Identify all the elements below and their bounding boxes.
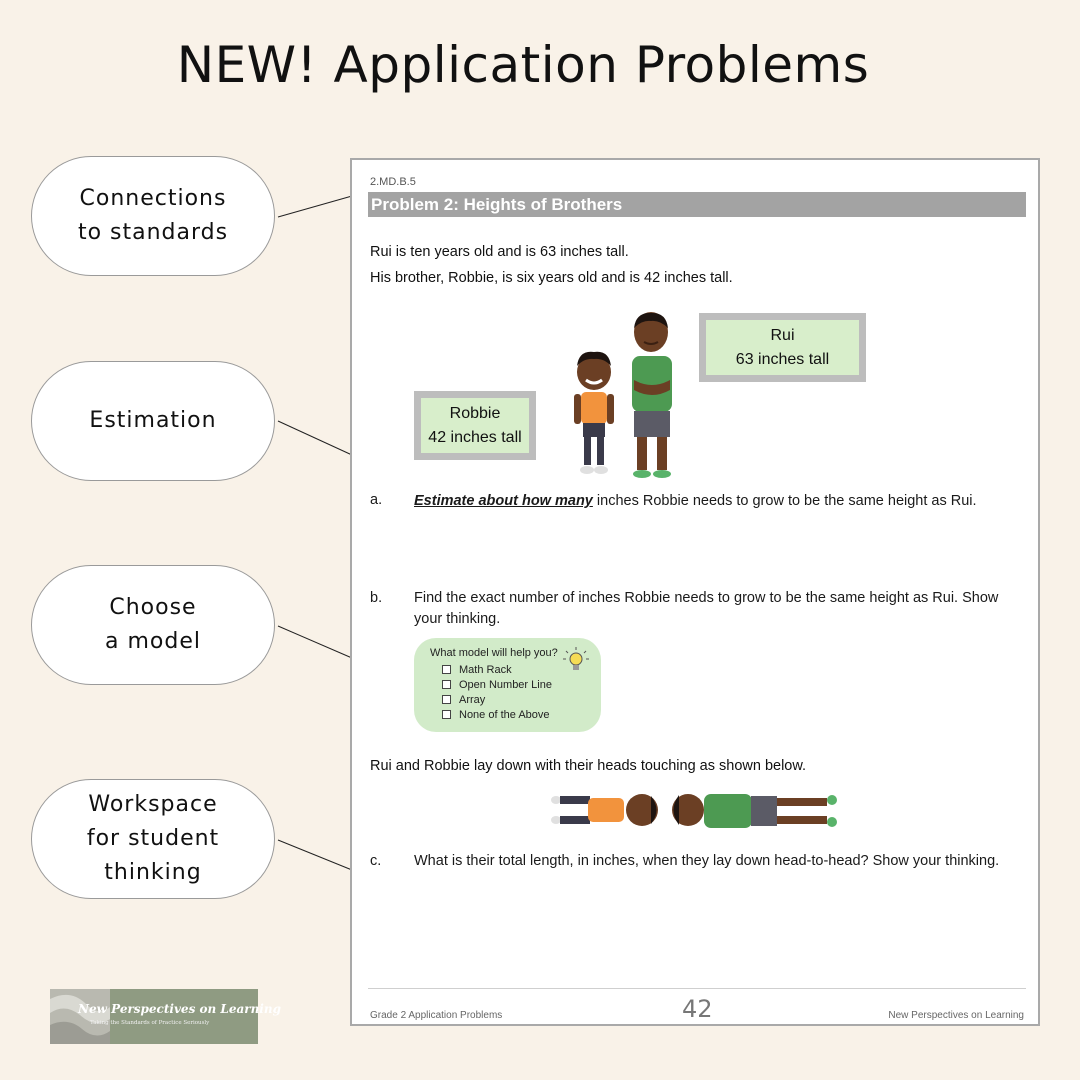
- logo-tagline: Taking the Standards of Practice Seriously: [90, 1020, 210, 1026]
- question-a-letter: a.: [370, 492, 383, 508]
- callout-estimation: Estimation: [31, 361, 275, 481]
- robbie-lying: [551, 794, 658, 826]
- intro-line-2: His brother, Robbie, is six years old and is 42 inches tall.: [370, 270, 733, 286]
- model-option-number-line[interactable]: [442, 677, 601, 692]
- robbie-figure: [574, 352, 614, 474]
- checkbox[interactable]: [442, 710, 451, 719]
- page-number: 42: [682, 995, 713, 1023]
- option-label: Open Number Line: [459, 678, 552, 691]
- model-option-array[interactable]: [442, 692, 601, 707]
- option-label: Array: [459, 693, 486, 706]
- brand-logo: [50, 989, 281, 1044]
- estimate-emphasis: Estimate about how many: [414, 493, 593, 509]
- rui-name: Rui: [770, 326, 795, 344]
- standard-code: 2.MD.B.5: [370, 176, 416, 188]
- lay-down-text: Rui and Robbie lay down with their heads touching as shown below.: [370, 758, 807, 774]
- footer-divider: [368, 988, 1026, 989]
- callout-workspace: Workspace for student thinking: [31, 779, 275, 899]
- rui-label-box: [699, 313, 866, 382]
- question-a-text: [414, 491, 1014, 512]
- question-c-text: What is their total length, in inches, when they lay down head-to-head? Show your thinking.: [414, 853, 1000, 869]
- robbie-name: Robbie: [449, 404, 501, 422]
- page-headline: NEW! Application Problems: [176, 36, 870, 94]
- model-option-none[interactable]: [442, 707, 601, 722]
- option-label: Math Rack: [459, 663, 512, 676]
- logo-swirl-graphic: [50, 989, 110, 1044]
- robbie-label-box: [414, 391, 536, 460]
- footer-left-text: Grade 2 Application Problems: [370, 1010, 503, 1021]
- standing-brothers-illustration: [564, 310, 694, 482]
- question-c-letter: c.: [370, 853, 382, 869]
- callout-standards: Connections to standards: [31, 156, 275, 276]
- logo-name: New Perspectives on Learning: [78, 1002, 281, 1016]
- model-choice-box: [414, 638, 601, 732]
- question-b-text: Find the exact number of inches Robbie needs to grow to be the same height as Rui. Show your thinking.: [414, 590, 999, 627]
- checkbox[interactable]: [442, 665, 451, 674]
- checkbox[interactable]: [442, 680, 451, 689]
- option-label: None of the Above: [459, 708, 550, 721]
- lying-brothers-illustration: [548, 784, 848, 844]
- rui-height: 63 inches tall: [735, 350, 830, 368]
- question-b-letter: b.: [370, 590, 383, 606]
- rui-figure: [632, 312, 672, 478]
- lightbulb-icon: [562, 646, 590, 674]
- robbie-height: 42 inches tall: [428, 428, 522, 446]
- question-a-body: inches Robbie needs to grow to be the same height as Rui.: [592, 493, 977, 509]
- rui-lying: [672, 794, 837, 828]
- problem-title: Problem 2: Heights of Brothers: [368, 192, 1026, 217]
- worksheet-page: [350, 158, 1040, 1026]
- checkbox[interactable]: [442, 695, 451, 704]
- model-prompt: What model will help you?: [430, 647, 558, 659]
- footer-right-text: New Perspectives on Learning: [888, 1010, 1024, 1021]
- callout-model: Choose a model: [31, 565, 275, 685]
- intro-line-1: Rui is ten years old and is 63 inches tall.: [370, 244, 629, 260]
